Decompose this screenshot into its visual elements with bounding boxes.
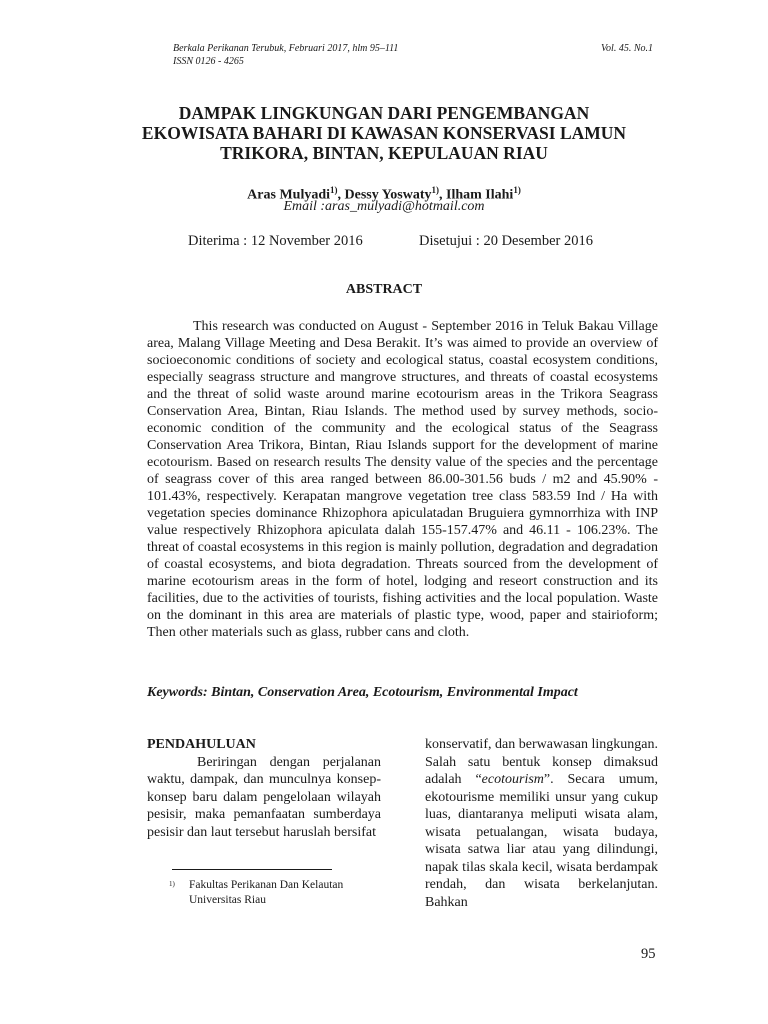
author-affiliation-mark: 1) bbox=[513, 185, 521, 195]
title-line: EKOWISATA BAHARI DI KAWASAN KONSERVASI LAMUN bbox=[141, 123, 627, 143]
author-separator: , bbox=[439, 187, 446, 203]
author-affiliation-mark: 1) bbox=[330, 185, 338, 195]
journal-header bbox=[173, 42, 653, 68]
keywords: Keywords: Bintan, Conservation Area, Ecotourism, Environmental Impact bbox=[147, 685, 578, 700]
footnote-divider bbox=[172, 869, 332, 870]
journal-citation: Berkala Perikanan Terubuk, Februari 2017, hlm 95–111 bbox=[173, 43, 399, 54]
journal-volume: Vol. 45. No.1 bbox=[601, 43, 653, 54]
journal-issn: ISSN 0126 - 4265 bbox=[173, 56, 244, 67]
abstract-heading: ABSTRACT bbox=[345, 282, 423, 297]
title-line: DAMPAK LINGKUNGAN DARI PENGEMBANGAN bbox=[178, 103, 590, 123]
paper-title bbox=[120, 103, 648, 163]
footnote-mark: 1) bbox=[169, 880, 175, 888]
abstract-body: This research was conducted on August - September 2016 in Teluk Bakau Village area, Malang Village Meeting and Desa Berakit. It’s was aimed to provide an overview of socioeconomic conditions of society and ecological status, coastal ecosystem conditions, especially seagrass structure and mangrove structures, and threats of coastal ecosystems and the threat of solid waste around marine ecotourism areas in the Trikora Seagrass Conservation Area, Bintan, Riau Islands. The method used by survey methods, socio-economic condition of the community and the ecological status of the Seagrass Conservation Area Trikora, Bintan, Riau Islands support for the development of marine ecotourism. Based on research results The density value of the species and the percentage of seagrass cover of this area ranged between 86.00-301.56 buds / m2 and 45.90% - 101.43%, respectively. Kerapatan mangrove vegetation tree class 583.59 Ind / Ha with vegetation species dominance Rhizophora apiculatadan Bruguiera gymnorrhiza with INP value respectively Rhizophora apiculata dalah 155-157.47% and 46.11 - 106.23%. The threat of coastal ecosystems in this region is mainly pollution, degradation and degradation of coastal ecosystems, and biota degradation. Threats sourced from the development of marine ecotourism areas in the form of hotel, lodging and reseort construction and its facilities, due to the activities of tourists, fishing activities and the local population. Waste on the dominant in this area are materials of plastic type, wood, paper and stairioform; Then other materials such as glass, rubber cans and cloth. bbox=[147, 319, 658, 640]
author-email: Email :aras_mulyadi@hotmail.com bbox=[283, 199, 485, 214]
intro-left-column bbox=[147, 736, 381, 841]
intro-right-column bbox=[425, 736, 658, 911]
intro-paragraph: Beriringan dengan perjalanan waktu, dampak, dan munculnya konsep-konsep baru dalam pengelolaan wilayah pesisir, maka pemanfaatan sumberdaya pesisir dan laut tersebut haruslah bersifat bbox=[147, 754, 381, 840]
author-name: Aras Mulyadi bbox=[247, 187, 331, 203]
accepted-date: Disetujui : 20 Desember 2016 bbox=[419, 233, 593, 249]
footnote-line: Fakultas Perikanan Dan Kelautan bbox=[189, 879, 344, 891]
intro-text: konservatif, dan berwawasan lingkungan. Salah satu bentuk konsep dimaksud adalah “ bbox=[425, 737, 658, 787]
intro-text: ”. Secara umum, ekotourisme memiliki unsur yang cukup luas, diantaranya meliputi wisata alam, wisata petualangan, wisata budaya, wisata satwa liar atau yang dilindungi, napak tilas skala kecil, wisata berdampak rendah, dan wisata berkelanjutan. Bahkan bbox=[425, 772, 659, 910]
author-name: Dessy Yoswaty bbox=[344, 187, 432, 203]
author-separator: , bbox=[337, 187, 345, 203]
author-affiliation-mark: 1) bbox=[431, 185, 439, 195]
received-date: Diterima : 12 November 2016 bbox=[188, 233, 363, 249]
section-heading: PENDAHULUAN bbox=[147, 737, 256, 752]
page-number: 95 bbox=[641, 946, 656, 962]
title-line: TRIKORA, BINTAN, KEPULAUAN RIAU bbox=[220, 143, 548, 163]
intro-italic-term: ecotourism bbox=[481, 772, 544, 787]
author-name: Ilham Ilahi bbox=[446, 187, 514, 203]
footnote bbox=[169, 878, 384, 908]
footnote-line: Universitas Riau bbox=[189, 894, 266, 906]
